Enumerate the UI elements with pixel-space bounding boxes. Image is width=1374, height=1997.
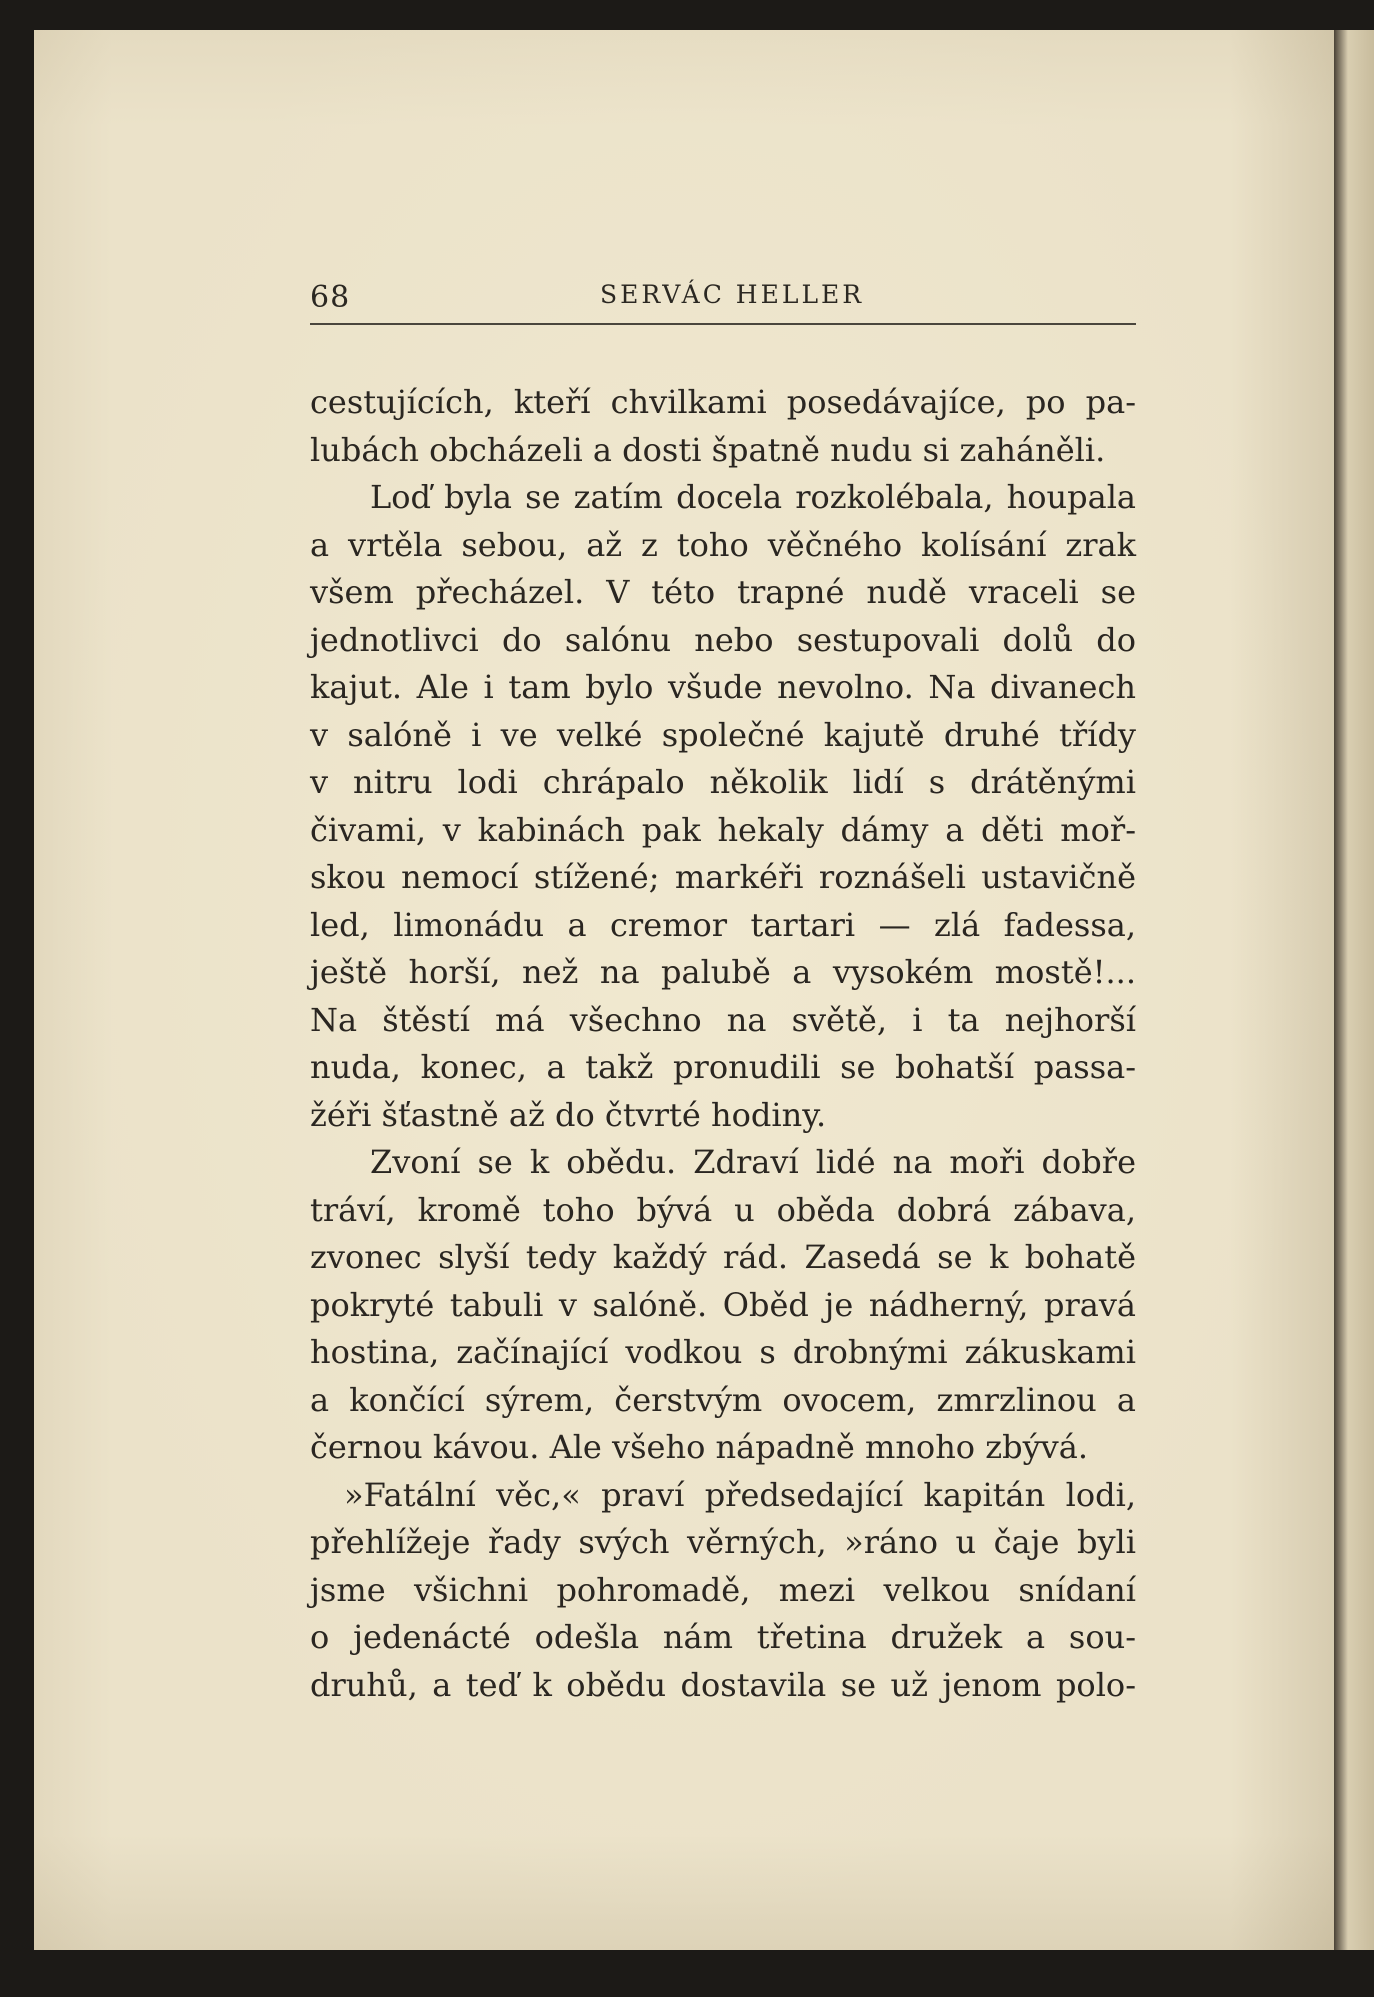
text-line: čivami, v kabinách pak hekaly dámy a děti moř- [310,810,1136,849]
text-line: ještě horší, než na palubě a vysokém mostě!... [310,953,1136,991]
text-line: cestujících, kteří chvilkami posedávajíce, po pa- [310,383,1136,421]
text-line: kajut. Ale i tam bylo všude nevolno. Na divanech [310,668,1136,706]
text-line: »Fatální věc,« praví předsedající kapitán lodi, [344,1475,1136,1514]
text-line: led, limonádu a cremor tartari — zlá fadessa, [310,905,1136,944]
text-line: a končící sýrem, čerstvým ovocem, zmrzlinou a [310,1380,1136,1419]
running-head [310,270,1136,314]
text-line: žéři šťastně až do čtvrté hodiny. [310,1095,827,1134]
text-line: v salóně i ve velké společné kajutě druhé třídy [310,715,1136,754]
running-title: SERVÁC HELLER [600,280,865,309]
text-line: Zvoní se k obědu. Zdraví lidé na moři dobře [370,1143,1136,1181]
text-line: lubách obcházeli a dosti špatně nudu si zaháněli. [310,430,1106,469]
text-line: přehlížeje řady svých věrných, »ráno u čaje byli [310,1523,1136,1561]
text-line: černou kávou. Ale všeho nápadně mnoho zbývá. [310,1428,1088,1466]
text-line: zvonec slyší tedy každý rád. Zasedá se k bohatě [310,1238,1136,1276]
text-line: jsme všichni pohromadě, mezi velkou snídaní [310,1570,1136,1609]
text-line: hostina, začínající vodkou s drobnými zákuskami [310,1333,1136,1371]
header-rule [310,323,1136,325]
text-line: a vrtěla sebou, až z toho věčného kolísání zrak [310,525,1136,564]
text-line: druhů, a teď k obědu dostavila se už jenom polo- [310,1665,1136,1704]
text-line: tráví, kromě toho bývá u oběda dobrá zábava, [310,1190,1136,1229]
text-line: pokryté tabuli v salóně. Oběd je nádherný, pravá [310,1285,1136,1324]
text-line: skou nemocí stížené; markéři roznášeli ustavičně [310,858,1136,896]
text-line: Loď byla se zatím docela rozkolébala, houpala [370,478,1136,516]
text-line: všem přecházel. V této trapné nudě vraceli se [310,573,1136,611]
text-line: jednotlivci do salónu nebo sestupovali dolů do [310,620,1136,659]
page-edge-shadow [1334,30,1374,1950]
text-line: v nitru lodi chrápalo několik lidí s drátěnými [310,763,1136,801]
body-text [310,379,1136,1709]
text-line: nuda, konec, a takž pronudili se bohatší passa- [310,1048,1136,1086]
page-number: 68 [310,280,351,315]
text-line: o jedenácté odešla nám třetina družek a sou- [310,1618,1136,1656]
text-line: Na štěstí má všechno na světě, i ta nejhorší [310,1000,1136,1039]
